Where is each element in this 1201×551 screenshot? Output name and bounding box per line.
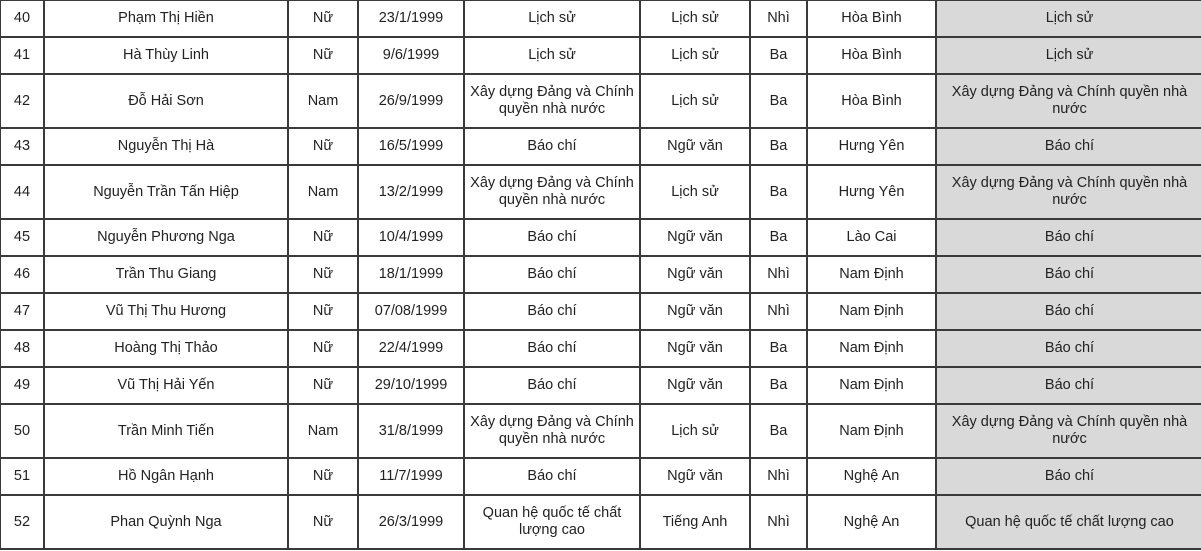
cell-subject: Tiếng Anh [640,495,750,549]
cell-gender: Nam [288,74,358,128]
cell-name: Nguyễn Phương Nga [44,219,288,256]
cell-result: Lịch sử [936,37,1201,74]
cell-prize: Nhì [750,293,807,330]
cell-major: Báo chí [464,128,640,165]
cell-no: 47 [0,293,44,330]
table-row [0,293,1201,330]
cell-major: Báo chí [464,458,640,495]
cell-subject: Ngữ văn [640,128,750,165]
cell-gender: Nam [288,165,358,219]
cell-no: 41 [0,37,44,74]
cell-subject: Lịch sử [640,165,750,219]
cell-dob: 26/3/1999 [358,495,464,549]
cell-gender: Nữ [288,293,358,330]
cell-province: Nam Định [807,404,936,458]
cell-name: Nguyễn Trần Tấn Hiệp [44,165,288,219]
cell-major: Báo chí [464,293,640,330]
cell-no: 45 [0,219,44,256]
cell-result: Quan hệ quốc tế chất lượng cao [936,495,1201,549]
cell-result: Xây dựng Đảng và Chính quyền nhà nước [936,74,1201,128]
cell-dob: 10/4/1999 [358,219,464,256]
cell-prize: Nhì [750,495,807,549]
cell-dob: 11/7/1999 [358,458,464,495]
cell-name: Đỗ Hải Sơn [44,74,288,128]
cell-prize: Ba [750,128,807,165]
table-row [0,367,1201,404]
table-row [0,330,1201,367]
cell-name: Vũ Thị Hải Yến [44,367,288,404]
cell-dob: 29/10/1999 [358,367,464,404]
cell-prize: Ba [750,37,807,74]
cell-no: 48 [0,330,44,367]
cell-major: Xây dựng Đảng và Chính quyền nhà nước [464,404,640,458]
cell-no: 52 [0,495,44,549]
cell-prize: Nhì [750,0,807,37]
cell-subject: Ngữ văn [640,458,750,495]
table-row [0,404,1201,458]
cell-result: Báo chí [936,458,1201,495]
cell-dob: 9/6/1999 [358,37,464,74]
cell-gender: Nữ [288,458,358,495]
cell-province: Nghệ An [807,495,936,549]
cell-province: Hòa Bình [807,74,936,128]
table-row [0,0,1201,37]
cell-result: Báo chí [936,128,1201,165]
cell-major: Xây dựng Đảng và Chính quyền nhà nước [464,165,640,219]
cell-province: Hưng Yên [807,165,936,219]
cell-gender: Nữ [288,37,358,74]
cell-subject: Ngữ văn [640,367,750,404]
cell-major: Báo chí [464,330,640,367]
cell-province: Nam Định [807,293,936,330]
cell-major: Xây dựng Đảng và Chính quyền nhà nước [464,74,640,128]
cell-province: Nam Định [807,330,936,367]
cell-prize: Ba [750,404,807,458]
cell-gender: Nữ [288,367,358,404]
cell-gender: Nữ [288,128,358,165]
cell-name: Trần Minh Tiến [44,404,288,458]
cell-subject: Lịch sử [640,37,750,74]
table-row [0,128,1201,165]
cell-result: Báo chí [936,293,1201,330]
cell-result: Lịch sử [936,0,1201,37]
cell-no: 51 [0,458,44,495]
cell-result: Báo chí [936,330,1201,367]
cell-major: Lịch sử [464,37,640,74]
cell-dob: 16/5/1999 [358,128,464,165]
cell-gender: Nam [288,404,358,458]
cell-dob: 31/8/1999 [358,404,464,458]
cell-no: 50 [0,404,44,458]
cell-dob: 07/08/1999 [358,293,464,330]
table-row [0,256,1201,293]
cell-province: Hưng Yên [807,128,936,165]
cell-prize: Ba [750,219,807,256]
cell-prize: Nhì [750,458,807,495]
cell-major: Lịch sử [464,0,640,37]
cell-province: Hòa Bình [807,37,936,74]
cell-prize: Ba [750,330,807,367]
cell-gender: Nữ [288,219,358,256]
table-row [0,219,1201,256]
cell-subject: Ngữ văn [640,330,750,367]
cell-subject: Ngữ văn [640,293,750,330]
cell-major: Báo chí [464,367,640,404]
cell-name: Trần Thu Giang [44,256,288,293]
cell-name: Hà Thùy Linh [44,37,288,74]
cell-subject: Lịch sử [640,0,750,37]
cell-major: Quan hệ quốc tế chất lượng cao [464,495,640,549]
cell-province: Nam Định [807,367,936,404]
cell-no: 49 [0,367,44,404]
cell-name: Vũ Thị Thu Hương [44,293,288,330]
cell-dob: 23/1/1999 [358,0,464,37]
table-row [0,458,1201,495]
table-row [0,165,1201,219]
cell-province: Lào Cai [807,219,936,256]
cell-result: Xây dựng Đảng và Chính quyền nhà nước [936,165,1201,219]
cell-no: 40 [0,0,44,37]
cell-name: Phan Quỳnh Nga [44,495,288,549]
table-row [0,495,1201,549]
cell-subject: Lịch sử [640,74,750,128]
cell-dob: 22/4/1999 [358,330,464,367]
cell-dob: 13/2/1999 [358,165,464,219]
cell-major: Báo chí [464,256,640,293]
cell-subject: Lịch sử [640,404,750,458]
cell-no: 44 [0,165,44,219]
table-row [0,37,1201,74]
cell-dob: 18/1/1999 [358,256,464,293]
cell-prize: Ba [750,367,807,404]
cell-dob: 26/9/1999 [358,74,464,128]
cell-result: Báo chí [936,367,1201,404]
cell-gender: Nữ [288,256,358,293]
cell-result: Báo chí [936,256,1201,293]
cell-province: Nam Định [807,256,936,293]
cell-no: 42 [0,74,44,128]
cell-result: Báo chí [936,219,1201,256]
cell-name: Nguyễn Thị Hà [44,128,288,165]
cell-gender: Nữ [288,0,358,37]
table-row [0,74,1201,128]
cell-major: Báo chí [464,219,640,256]
cell-subject: Ngữ văn [640,256,750,293]
cell-no: 43 [0,128,44,165]
cell-subject: Ngữ văn [640,219,750,256]
cell-gender: Nữ [288,495,358,549]
cell-name: Hồ Ngân Hạnh [44,458,288,495]
cell-name: Phạm Thị Hiền [44,0,288,37]
cell-no: 46 [0,256,44,293]
cell-gender: Nữ [288,330,358,367]
cell-province: Hòa Bình [807,0,936,37]
cell-name: Hoàng Thị Thảo [44,330,288,367]
cell-result: Xây dựng Đảng và Chính quyền nhà nước [936,404,1201,458]
cell-prize: Ba [750,165,807,219]
cell-province: Nghệ An [807,458,936,495]
cell-prize: Ba [750,74,807,128]
cell-prize: Nhì [750,256,807,293]
